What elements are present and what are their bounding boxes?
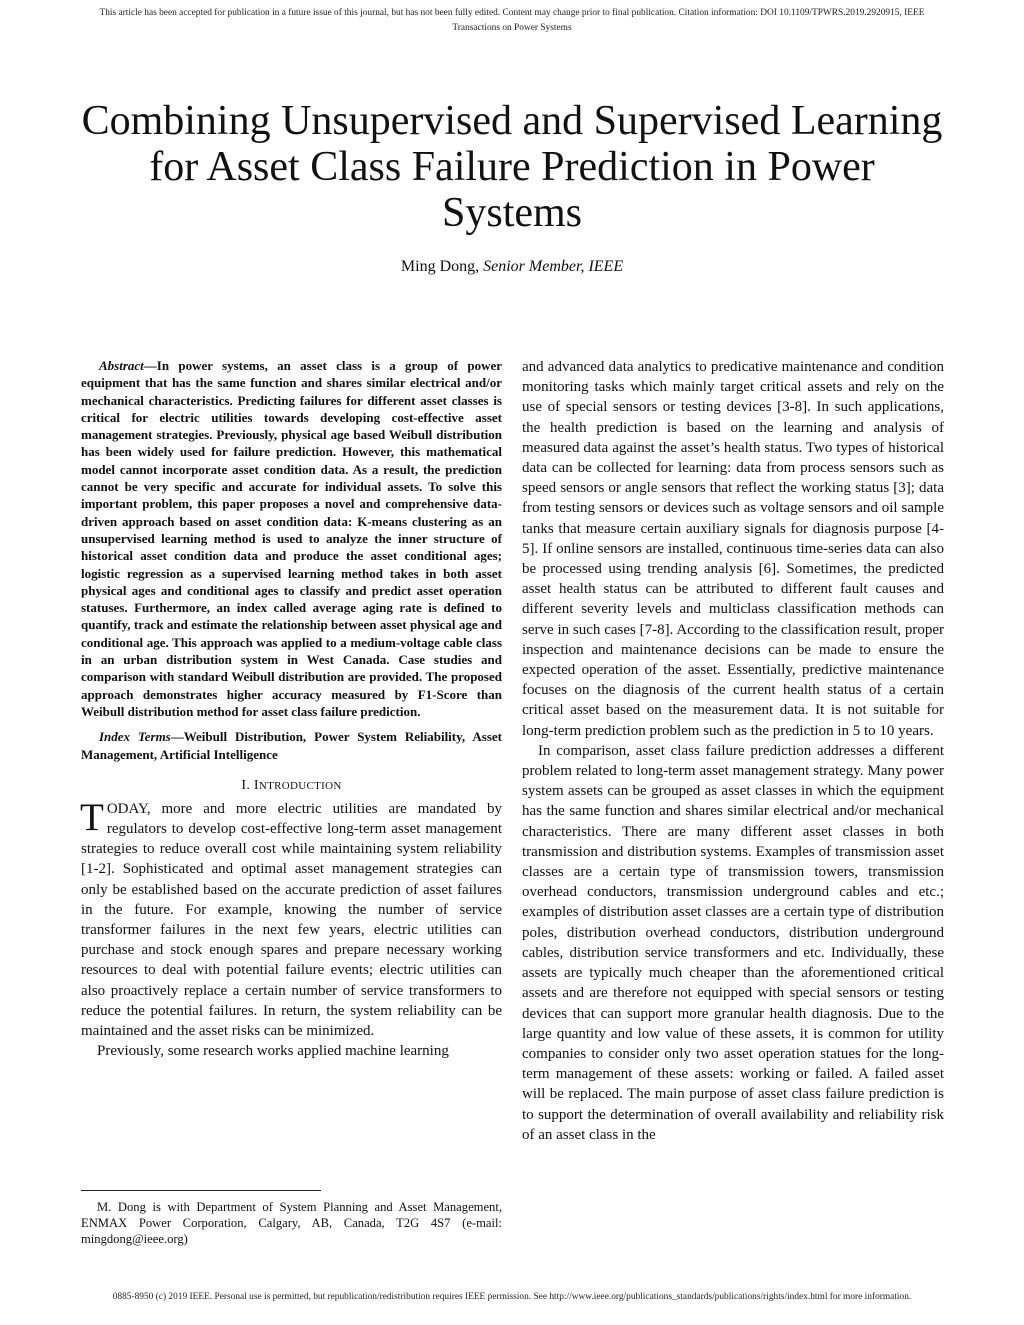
author-name: Ming Dong, bbox=[400, 258, 484, 275]
paper-title: Combining Unsupervised and Supervised Learning for Asset Class Failure Prediction in Power Systems bbox=[81, 98, 943, 236]
section-heading-introduction bbox=[81, 777, 502, 795]
intro-paragraph-1 bbox=[80, 795, 502, 1041]
right-column bbox=[522, 357, 944, 1145]
publication-notice bbox=[0, 6, 1024, 36]
section-heading-first-letter: I bbox=[253, 777, 259, 793]
left-column bbox=[81, 357, 502, 1061]
abstract bbox=[81, 357, 502, 720]
abstract-lead: Abstract bbox=[99, 358, 144, 373]
publication-notice-line1: This article has been accepted for publication in a future issue of this journal, but has not been fully edited. Content may change prior to final publication. Citation information: DOI 10.1109/TPWRS.2019.2920915, IEEE bbox=[99, 8, 925, 18]
abstract-text: —In power systems, an asset class is a group of power equipment that has the same function and shares similar electrical and/or mechanical characteristics. Predicting failures for different asset classes is critical for electric utilities towards developing cost-effective asset management strategies. Previously, physical age based Weibull distribution has been widely used for failure prediction. However, this mathematical model cannot incorporate asset condition data. As a result, the prediction cannot be very specific and accurate for individual assets. To solve this important problem, this paper proposes a novel and comprehensive data-driven approach based on asset condition data: K-means clustering as an unsupervised learning method is used to analyze the inner structure of historical asset condition data and produce the asset conditional ages; logistic regression as a supervised learning method takes in both asset physical ages and conditional ages to classify and predict asset operation statuses. Furthermore, an index called average aging rate is defined to quantify, track and estimate the relationship between asset physical age and conditional age. This approach was applied to a medium-voltage cable class in an urban distribution system in West Canada. Case studies and comparison with standard Weibull distribution are provided. The proposed approach demonstrates higher accuracy measured by F1-Score than Weibull distribution method for asset class failure prediction. bbox=[81, 358, 502, 719]
footnote-divider bbox=[81, 1190, 321, 1191]
author-line bbox=[0, 257, 1024, 277]
copyright-notice: 0885-8950 (c) 2019 IEEE. Personal use is permitted, but republication/redistribution requires IEEE permission. See http://www.ieee.org/publications_standards/publications/rights/index.html for more information. bbox=[112, 1292, 912, 1302]
publication-notice-line2: Transactions on Power Systems bbox=[452, 23, 572, 33]
author-footnote: M. Dong is with Department of System Planning and Asset Management, ENMAX Power Corporation, Calgary, AB, Canada, T2G 4S7 (e-mail: mingdong@ieee.org) bbox=[81, 1200, 502, 1246]
index-terms-lead: Index Terms bbox=[99, 729, 171, 745]
right-paragraph-2: In comparison, asset class failure prediction addresses a different problem related to long-term asset management strategy. Many power system assets can be grouped as asset classes in which the equipment has the same function and shares similar electrical and/or mechanical characteristics. There are many different asset classes in both transmission and distribution systems. Examples of transmission asset classes are a certain type of transmission towers, transmission overhead conductors, transmission underground cables and etc.; examples of distribution asset classes are a certain type of distribution poles, distribution overhead conductors, distribution underground cables, distribution service transformers and etc. Individually, these assets are typically much cheaper than the aforementioned critical assets and are therefore not equipped with special sensors or testing devices that can support more granular health diagnosis. Due to the large quantity and low value of these assets, it is common for utility companies to consider only two asset operation statues for the long-term management of these assets: working or failed. A failed asset will be replaced. The main purpose of asset class failure prediction is to support the determination of overall availability and reliability risk of an asset class in the bbox=[522, 742, 944, 1143]
right-paragraph-1: and advanced data analytics to predicative maintenance and condition monitoring tasks which mainly target critical assets and rely on the use of special sensors or testing devices [3-8]. In such applications, the health prediction is based on the learning and analysis of measured data against the asset’s health status. Two types of historical data can be collected for learning: data from process sensors such as speed sensors or angle sensors that reflect the working status [3]; data from testing sensors or devices such as voltage sensors and oil sample tanks that measure certain auxiliary signals for diagnosis purpose [4-5]. If online sensors are installed, continuous time-series data can also be processed using trending analysis [6]. Sometimes, the predicted asset health status can be attributed to different fault causes and different severity levels and multiclass classification methods can serve in such cases [7-8]. According to the classification result, proper inspection and maintenance decisions can be made to ensure the expected operation of the asset. Essentially, predictive maintenance focuses on the diagnosis of the current health status of a certain critical asset based on the measurement data. It is not suitable for long-term prediction problem such as the prediction in 5 to 10 years. bbox=[522, 359, 944, 739]
intro-paragraph-2: Previously, some research works applied machine learning bbox=[97, 1043, 449, 1060]
index-terms-text: —Weibull Distribution, Power System Reliability, Asset Management, Artificial Intelligence bbox=[81, 729, 502, 762]
drop-cap: T bbox=[80, 795, 104, 839]
author-affiliation: Senior Member, IEEE bbox=[483, 258, 624, 275]
index-terms bbox=[81, 728, 502, 763]
section-number: I. bbox=[241, 777, 254, 793]
intro-paragraph-1-text: ODAY, more and more electric utilities are mandated by regulators to develop cost-effective long-term asset management strategies to reduce overall cost while maintaining system reliability [1-2]. Sophisticated and optimal asset management strategies can only be established based on the accurate prediction of asset failures in the future. For example, knowing the number of service transformer failures in the next few years, electric utilities can purchase and stock enough spares and prepare necessary working resources to deal with potential failure events; electric utilities can also proactively replace a certain number of service transformers to reduce the potential failures. In return, the system reliability can be maintained and the asset risks can be minimized. bbox=[81, 800, 502, 1040]
section-heading-rest: NTRODUCTION bbox=[258, 779, 342, 792]
